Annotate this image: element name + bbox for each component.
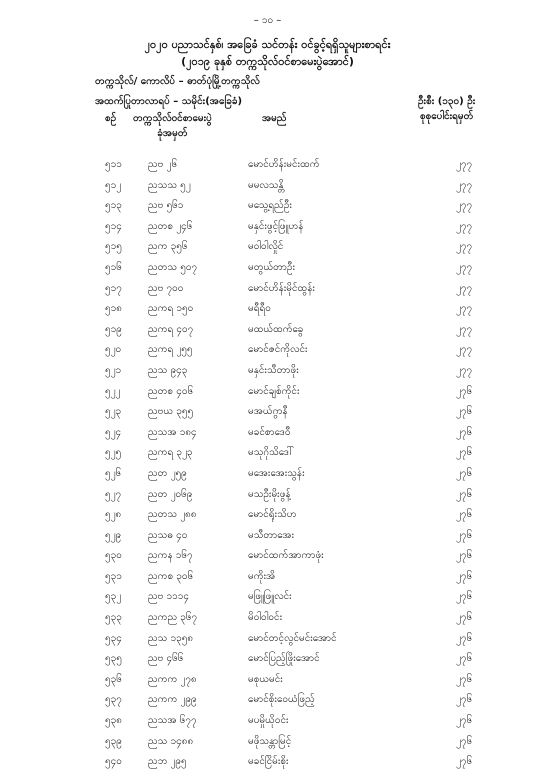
table-row [0,628,535,649]
roll-number: ညသဓ ၄၀ [148,529,188,541]
student-name: မောင်ချစ်ကိုင်း [248,385,300,397]
student-name: မသုဂိုသိဒေါ် [248,447,294,459]
total-mark: ၂၇၇ [456,344,473,356]
student-name: မောင်တင့်လွင်မင်းအောင် [248,632,337,644]
total-mark: ၂၇၆ [456,406,473,418]
document-subtitle: (၂၀၁၉ ခုနှစ် တက္ကသိုလ်ဝင်စာမေးပွဲအောင်) [181,55,354,68]
roll-number: ညသ ၁၃၅၈ [148,632,194,644]
exam-center-heading: အထက်ပြုတာလာရပ် – သမိုင်း(အခြေခံ) [95,96,243,107]
column-header-roll-label: တက္ကသိုလ်ဝင်စာမေးပွဲ [133,113,212,124]
row-number: ၅၃၂ [105,591,122,603]
roll-number: ညကစ ၃၀၆ [148,570,194,582]
total-mark: ၂၇၆ [456,570,473,582]
row-number: ၅၁၆ [105,261,122,273]
table-row [0,648,535,669]
table-row [0,278,535,299]
roll-number: ညကရ ၄၀၇ [148,323,194,335]
results-list [0,154,535,772]
row-number: ၅၄၀ [105,756,122,768]
table-row [0,319,535,340]
student-name: မောင်ထက်အာကာဖုံး [248,550,324,562]
total-mark: ၂၇၆ [456,653,473,665]
student-name: မတွယ်တာဦး [248,261,296,273]
row-number: ၅၁၄ [105,220,122,232]
roll-number: ညတစ ၂၄၆ [148,220,193,232]
row-number: ၅၁၉ [105,323,122,335]
student-name: မသွေ့ရည်ဦး [248,200,292,212]
table-row [0,442,535,463]
total-mark: ၂၇၆ [456,529,473,541]
document-title: ၂၀၂၀ ပညာသင်နှစ်၊ အခြေခံ သင်တန်း ဝင်ခွင့်ရရှိသူများစာရင်း [144,38,391,51]
row-number: ၅၂၇ [105,488,122,500]
total-mark: ၂၇၇ [456,303,473,315]
student-name: မနှင်းဖွင့်ဖြူဟန် [248,220,304,232]
table-row [0,607,535,628]
score-heading-sub: စုစုပေါင်းရမှတ် [419,111,474,122]
student-name: မဝါဝါလှိုင် [248,241,284,253]
row-number: ၅၂၃ [105,406,122,418]
student-name: မအယ်ဂွာနီ [248,406,288,418]
column-header-roll [133,111,212,141]
row-number: ၅၁၈ [105,303,122,315]
total-mark: ၂၇၆ [456,715,473,727]
student-name: မဖိုသန္တာမြင့် [248,735,292,747]
page-number: – ၁၀ – [253,15,282,26]
total-mark: ၂၇၆ [456,735,473,747]
roll-number: ညကရ ၂၅၅ [148,344,193,356]
row-number: ၅၂၂ [105,385,121,397]
table-row [0,381,535,402]
total-mark: ၂၇၆ [456,447,473,459]
roll-number: ညဗ ၁၁၁၄ [148,591,190,603]
student-name: မသဦးမိုးဖွန့် [248,488,291,500]
student-name: မရီရီဝ [248,303,271,315]
table-row [0,545,535,566]
student-name: မဖြူဖြူလင်း [248,591,292,603]
total-mark: ၂၇၇ [456,364,473,376]
roll-number: ညသသ ၅၂ [148,179,191,191]
roll-number: ညကက ၂၉၉ [148,694,197,706]
table-row [0,586,535,607]
total-mark: ၂၇၆ [456,426,473,438]
roll-number: ညဗ ၅၆၁ [148,200,184,212]
table-row [0,689,535,710]
roll-number: ညဗယ ၃၅၅ [148,406,194,418]
student-name: မောင်ရိုးသိဟ [248,509,297,521]
student-name: မအေးအေးသွန်း [248,467,305,479]
student-name: မနှင်းသီတာဖိုး [248,364,299,376]
table-row [0,710,535,731]
student-name: မသီတာအေး [248,529,294,541]
table-row [0,175,535,196]
table-row [0,525,535,546]
total-mark: ၂၇၆ [456,756,473,768]
roll-number: ညတသ ၅၀၇ [148,261,198,273]
table-row [0,154,535,175]
row-number: ၅၁၇ [105,282,122,294]
table-row [0,566,535,587]
student-name: မောင်ဇင်ကိုလင်း [248,344,308,356]
score-heading-label: ဦးစီး (၁၃၀) ဦး [418,96,476,107]
student-name: မကိုးအိ [248,570,276,582]
roll-number: ညကည ၃၆၇ [148,612,198,624]
total-mark: ၂၇၆ [456,591,473,603]
student-name: မပမှိုယိုဝင်း [248,715,289,727]
row-number: ၅၃၃ [105,612,122,624]
row-number: ၅၃၆ [105,673,122,685]
table-row [0,669,535,690]
total-mark: ၂၇၆ [456,509,473,521]
roll-number: ညဘ ၂၉၅ [148,756,187,768]
table-row [0,257,535,278]
total-mark: ၂၇၇ [456,282,473,294]
roll-number: ညသအ ၁၈၄ [148,426,197,438]
total-mark: ၂၇၆ [456,550,473,562]
table-row [0,236,535,257]
roll-number: ညတ ၂၀၆၉ [148,488,193,500]
total-mark: ၂၇၆ [456,385,473,397]
roll-number: ညကရ ၃၂၃ [148,447,193,459]
total-mark: ၂၇၇ [456,323,473,335]
table-row [0,360,535,381]
total-mark: ၂၇၆ [456,694,473,706]
table-row [0,339,535,360]
table-row [0,401,535,422]
row-number: ၅၃၅ [105,653,122,665]
total-mark: ၂၇၆ [456,612,473,624]
total-mark: ၂၇၆ [456,467,473,479]
student-name: မထယ်ထက်ခွေ [248,323,304,335]
table-row [0,504,535,525]
total-mark: ၂၇၇ [456,220,473,232]
table-row [0,298,535,319]
university-line: တက္ကသိုလ်/ ကောလိပ် – ဓာတ်ပုံမြို့တက္ကသိုလ် [95,76,260,87]
row-number: ၅၁၁ [105,159,122,170]
table-row [0,463,535,484]
student-name: မောင်ဟိန်းမိုင်ထွန်း [248,282,315,294]
row-number: ၅၂၁ [105,364,122,376]
roll-number: ညတစ ၄၀၆ [148,385,194,397]
row-number: ၅၂၀ [105,344,122,356]
total-mark: ၂၇၆ [456,632,473,644]
table-row [0,751,535,772]
table-row [0,195,535,216]
table-row [0,422,535,443]
row-number: ၅၃၉ [105,735,122,747]
row-number: ၅၂၉ [105,529,122,541]
column-header-roll-sub: ခုံအမှတ် [157,128,188,139]
student-name: မောင်ပြည့်ဖြိုးအောင် [248,653,320,665]
roll-number: ညဗ ၄၆၆ [148,653,184,665]
row-number: ၅၃၄ [105,632,122,644]
row-number: ၅၃၈ [105,715,122,727]
total-mark: ၂၇၇ [456,179,473,191]
roll-number: ညကက ၂၇၈ [148,673,197,685]
column-header-no: စဉ် [105,113,117,124]
roll-number: ညတ ၂၅၉ [148,467,187,479]
total-mark: ၂၇၇ [456,200,473,212]
student-name: မခင်ငြိမ်းစိုး [248,756,289,768]
roll-number: ညကရ ၁၅၀ [148,303,194,315]
total-mark: ၂၇၇ [456,261,473,273]
roll-number: ညက ၃၅၆ [148,241,188,253]
row-number: ၅၂၆ [105,467,122,479]
row-number: ၅၃၇ [105,694,122,706]
student-name: မောင်ဟိန်းမင်းထက် [248,159,320,170]
roll-number: ညသ ၉၄၃ [148,364,188,376]
row-number: ၅၁၅ [105,241,122,253]
total-mark: ၂၇၆ [456,488,473,500]
total-mark: ၂၇၇ [456,159,473,170]
student-name: မမလသန္တိ [248,179,284,191]
table-row [0,731,535,752]
total-mark: ၂၇၇ [456,241,473,253]
roll-number: ညဗ ၇၀၀ [148,282,184,294]
student-name: မခင်စာဒေဝီ [248,426,291,438]
score-heading [418,94,475,124]
column-header-name: အမည် [262,113,287,124]
roll-number: ညသအ ၆၇၇ [148,715,197,727]
roll-number: ညတသ ၂၈၈ [148,509,197,521]
table-row [0,484,535,505]
row-number: ၅၂၈ [105,509,122,521]
student-name: မောင်စိုးဝေယံဖြည့် [248,694,315,706]
row-number: ၅၃၀ [105,550,122,562]
roll-number: ညဗ ၂၆ [148,159,178,170]
row-number: ၅၃၁ [105,570,122,582]
roll-number: ညကန ၁၆၇ [148,550,193,562]
row-number: ၅၁၃ [105,200,122,212]
row-number: ၅၂၄ [105,426,122,438]
row-number: ၅၂၅ [105,447,122,459]
student-name: မစုယမင်း [248,673,283,685]
table-row [0,216,535,237]
student-name: မိဝါဝါဝင်း [248,612,283,624]
roll-number: ညသ ၁၄၈၈ [148,735,194,747]
total-mark: ၂၇၆ [456,673,473,685]
row-number: ၅၁၂ [105,179,122,191]
